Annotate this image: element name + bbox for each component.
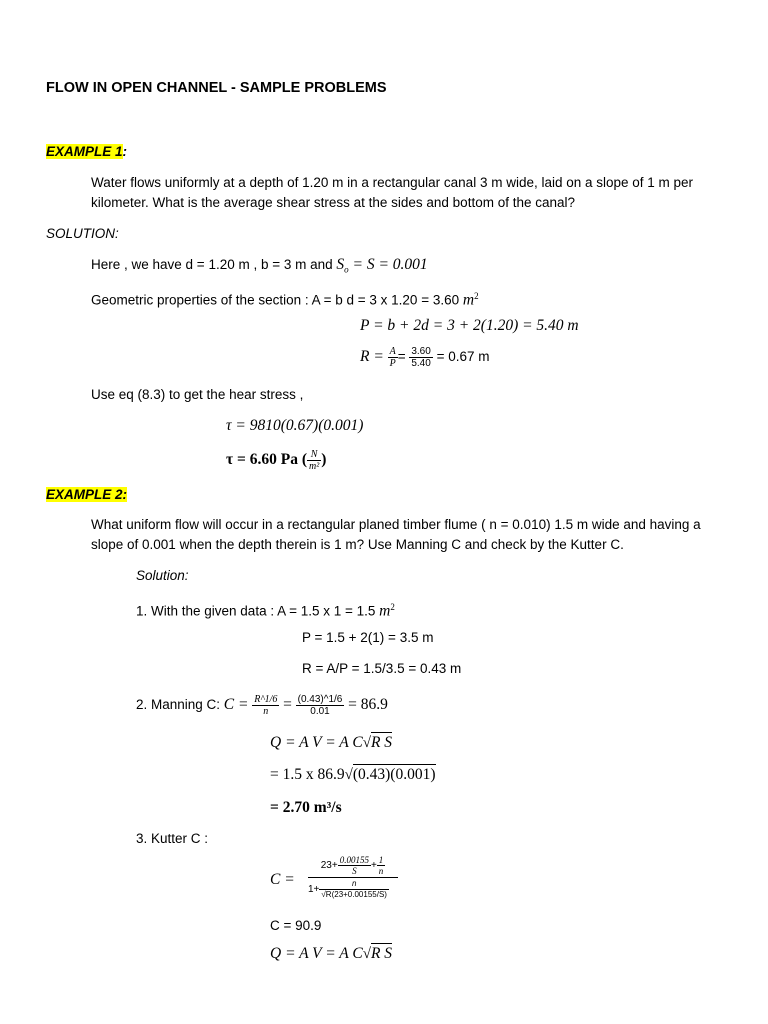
- example-1-perimeter: P = b + 2d = 3 + 2(1.20) = 5.40 m: [360, 317, 579, 334]
- example-2-heading: [46, 486, 127, 504]
- example-1-solution-label: SOLUTION:: [46, 226, 119, 241]
- example-1-tau-calc: τ = 9810(0.67)(0.001): [226, 417, 364, 434]
- example-1-tau-result: τ = 6.60 Pa ( $\frac{N}{\text{m²}}$ ): [226, 448, 327, 472]
- example-2-label: EXAMPLE 2:: [46, 487, 128, 502]
- page-title: FLOW IN OPEN CHANNEL - SAMPLE PROBLEMS: [46, 80, 387, 96]
- example-1-label: EXAMPLE 1: [46, 144, 123, 159]
- example-2-problem-line-2: slope of 0.001 when the depth therein is 1 m? Use Manning C and check by the Kutter C.: [91, 537, 624, 552]
- example-1-problem-line-2: kilometer. What is the average shear stress at the sides and bottom of the canal?: [91, 195, 576, 210]
- example-2-q-formula-2: Q = A V = A C√R S: [270, 945, 393, 962]
- example-1-problem-line-1: Water flows uniformly at a depth of 1.20 m in a rectangular canal 3 m wide, laid on a slope of 1 m per: [91, 175, 694, 190]
- example-2-q-calc: = 1.5 x 86.9√(0.43)(0.001): [270, 766, 436, 783]
- example-2-solution-label: Solution:: [136, 568, 189, 583]
- example-2-q-formula: Q = A V = A C√R S: [270, 734, 393, 751]
- example-2-perimeter: P = 1.5 + 2(1) = 3.5 m: [302, 630, 434, 645]
- example-2-hydraulic-radius: R = A/P = 1.5/3.5 = 0.43 m: [302, 661, 462, 676]
- example-1-use-eq: Use eq (8.3) to get the hear stress ,: [91, 387, 304, 402]
- example-2-manning: 2. Manning C: C = $\frac{R\^{}1/6}{n}$ = $\frac{(0.43)\^{}1/6}{0.01}$ = 86.9: [136, 693, 388, 717]
- example-2-kutter-lhs: C =: [270, 871, 295, 888]
- example-2-step-1: 1. With the given data : A = 1.5 x 1 = 1.5 $m^2$: [136, 602, 395, 620]
- example-1-hydraulic-radius: R = $\frac{A}{P}$ = $\frac{3.60}{5.40}$ = 0.67 m: [360, 345, 490, 369]
- example-2-kutter-fraction: [308, 855, 398, 900]
- example-2-kutter-result: C = 90.9: [270, 918, 322, 933]
- example-2-step-3: 3. Kutter C :: [136, 831, 209, 846]
- example-2-q-result: = 2.70 m³/s: [270, 799, 342, 816]
- example-1-given: Here , we have d = 1.20 m , b = 3 m and $S_o = S = 0.001$: [91, 256, 428, 275]
- example-1-heading: EXAMPLE 1:: [46, 144, 128, 159]
- kutter-denominator: 1+ $\frac{n}{√R(23+0.00155/S)}$: [308, 879, 387, 899]
- kutter-numerator: 23+ $\frac{0.00155}{S}$ + $\frac{1}{n}$: [308, 855, 398, 878]
- example-2-problem-line-1: What uniform flow will occur in a rectangular planed timber flume ( n = 0.010) 1.5 m wide and having a: [91, 517, 701, 532]
- example-1-area: Geometric properties of the section : A = b d = 3 x 1.20 = 3.60 $m^2$: [91, 291, 479, 309]
